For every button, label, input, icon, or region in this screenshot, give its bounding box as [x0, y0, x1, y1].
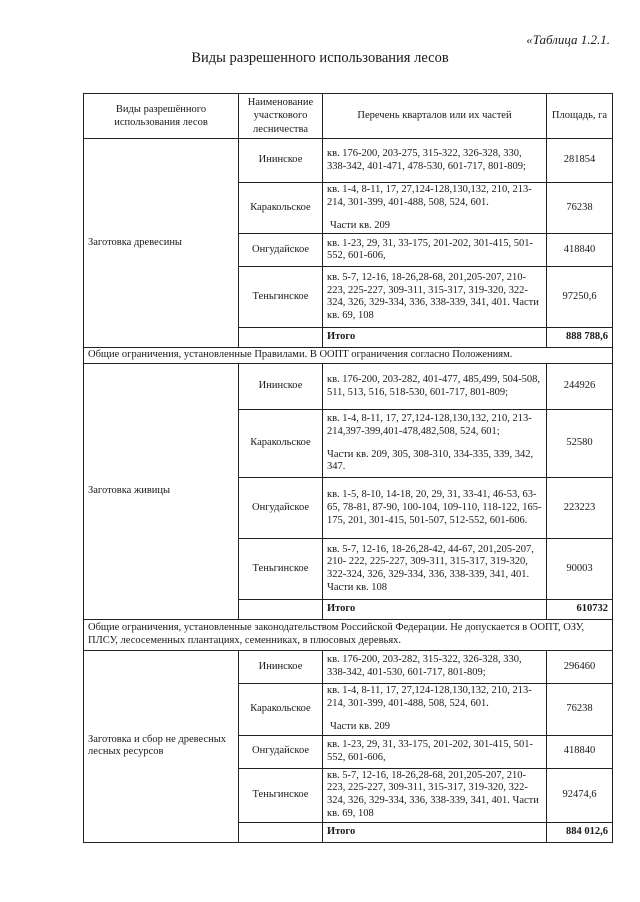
table-row: [84, 364, 613, 410]
total-blank-cell: [239, 600, 323, 620]
quarters-list-text: кв. 1-23, 29, 31, 33-175, 201-202, 301-415, 501-552, 601-606,: [327, 237, 534, 262]
forestry-name-cell: Ининское: [239, 139, 323, 183]
header-kind: Виды разрешённого использования лесов: [84, 94, 239, 139]
quarters-list-text: кв. 176-200, 203-282, 315-322, 326-328, 330, 338-342, 401-530, 601-717, 801-809;: [327, 654, 522, 679]
line-gap: [327, 711, 542, 721]
forestry-name-cell: Каракольское: [239, 684, 323, 735]
quarters-list-text: кв. 5-7, 12-16, 18-26,28-68, 201,205-207, 210- 223, 225-227, 309-311, 315-317, 319-320, 322-324, 326, 329-334, 336, 338-339, 341, 401. Части кв. 69, 108: [327, 271, 539, 322]
quarters-list-cell: [323, 478, 547, 539]
quarters-list-cell: [323, 539, 547, 600]
area-cell: 76238: [547, 183, 613, 234]
quarters-list-cell: [323, 234, 547, 267]
forestry-name-cell: Онгудайское: [239, 234, 323, 267]
total-label: Итого: [323, 600, 547, 620]
area-cell: 223223: [547, 478, 613, 539]
quarters-list-cell: [323, 768, 547, 822]
line-gap: [327, 210, 542, 220]
use-kind-cell: Заготовка живицы: [84, 364, 239, 620]
area-cell: 90003: [547, 539, 613, 600]
table-header-row: [84, 94, 613, 139]
quarters-list-text: кв. 1-23, 29, 31, 33-175, 201-202, 301-415, 501-552, 601-606,: [327, 738, 534, 763]
quarters-list-cell: [323, 410, 547, 478]
document-title: Виды разрешенного использования лесов: [191, 50, 449, 66]
quarters-list-text: кв. 5-7, 12-16, 18-26,28-42, 44-67, 201,205-207, 210- 222, 225-227, 309-311, 315-317, 319-320, 322-324, 326, 329-334, 336, 338-339, 341, 401. Части кв. 108: [327, 543, 534, 593]
forest-use-table: [83, 93, 613, 843]
total-blank-cell: [239, 822, 323, 842]
area-cell: 76238: [547, 684, 613, 735]
total-value: 884 012,6: [547, 822, 613, 842]
area-cell: 97250,6: [547, 267, 613, 328]
quarters-parts-text: Части кв. 209: [330, 720, 391, 732]
area-cell: 52580: [547, 410, 613, 478]
forestry-name-cell: Онгудайское: [239, 478, 323, 539]
header-list: Перечень кварталов или их частей: [323, 94, 547, 139]
forestry-name-cell: Теньгинское: [239, 267, 323, 328]
quarters-list-text: кв. 176-200, 203-275, 315-322, 326-328, 330, 338-342, 401-471, 478-530, 601-717, 801-809;: [327, 147, 526, 172]
quarters-list-cell: [323, 183, 547, 234]
area-cell: 418840: [547, 234, 613, 267]
header-name: Наименование участкового лесничества: [239, 94, 323, 139]
forestry-name-cell: Онгудайское: [239, 735, 323, 768]
quarters-list-cell: [323, 364, 547, 410]
quarters-parts-text: Части кв. 209: [330, 219, 391, 231]
quarters-list-cell: [323, 735, 547, 768]
restrictions-note: Общие ограничения, установленные законодательством Российской Федерации. Не допускается в ООПТ, ОЗУ, ПЛСУ, лесосеменных плантациях, семенниках, в плюсовых деревьях.: [84, 620, 613, 651]
quarters-list-text: кв. 1-4, 8-11, 17, 27,124-128,130,132, 210, 213-214, 301-399, 401-488, 508, 524, 601.: [327, 184, 532, 208]
table-row: [84, 139, 613, 183]
restrictions-note: Общие ограничения, установленные Правилами. В ООПТ ограничения согласно Положениям.: [84, 348, 613, 364]
quarters-list-text: кв. 5-7, 12-16, 18-26,28-68, 201,205-207, 210- 223, 225-227, 309-311, 315-317, 319-320, 322-324, 326, 329-334, 336, 338-339, 341, 401. Части кв. 69, 108: [327, 769, 539, 819]
total-blank-cell: [239, 328, 323, 348]
quarters-list-cell: [323, 267, 547, 328]
forestry-name-cell: Ининское: [239, 651, 323, 684]
total-label: Итого: [323, 328, 547, 348]
area-cell: 92474,6: [547, 768, 613, 822]
use-kind-cell: Заготовка древесины: [84, 139, 239, 348]
quarters-list-cell: [323, 139, 547, 183]
note-row: [84, 620, 613, 651]
forestry-name-cell: Ининское: [239, 364, 323, 410]
forestry-name-cell: Каракольское: [239, 410, 323, 478]
table-row: [84, 651, 613, 684]
note-row: [84, 348, 613, 364]
area-cell: 418840: [547, 735, 613, 768]
quarters-parts-text: Части кв. 209, 305, 308-310, 334-335, 339, 342, 347.: [327, 448, 534, 473]
quarters-list-text: кв. 1-5, 8-10, 14-18, 20, 29, 31, 33-41, 46-53, 63-65, 78-81, 87-90, 100-104, 109-110, 118-122, 165-175, 201, 301-415, 501-507, 512-552, 601-606.: [327, 488, 542, 526]
quarters-list-cell: [323, 651, 547, 684]
area-cell: 244926: [547, 364, 613, 410]
total-label: Итого: [323, 822, 547, 842]
quarters-list-cell: [323, 684, 547, 735]
line-gap: [327, 439, 542, 449]
forestry-name-cell: Теньгинское: [239, 539, 323, 600]
use-kind-cell: Заготовка и сбор не древесных лесных ресурсов: [84, 651, 239, 843]
forestry-name-cell: Теньгинское: [239, 768, 323, 822]
area-cell: 281854: [547, 139, 613, 183]
total-value: 610732: [547, 600, 613, 620]
table-body: [84, 139, 613, 843]
table-reference: «Таблица 1.2.1.: [526, 32, 610, 47]
forestry-name-cell: Каракольское: [239, 183, 323, 234]
total-value: 888 788,6: [547, 328, 613, 348]
quarters-list-text: кв. 1-4, 8-11, 17, 27,124-128,130,132, 210, 213-214, 301-399, 401-488, 508, 524, 601.: [327, 685, 532, 709]
quarters-list-text: кв. 1-4, 8-11, 17, 27,124-128,130,132, 210, 213-214,397-399,401-478,482,508, 524, 601;: [327, 413, 532, 437]
quarters-list-text: кв. 176-200, 203-282, 401-477, 485,499, 504-508, 511, 513, 516, 518-530, 601-717, 801-809;: [327, 373, 541, 398]
area-cell: 296460: [547, 651, 613, 684]
header-area: Площадь, га: [547, 94, 613, 139]
